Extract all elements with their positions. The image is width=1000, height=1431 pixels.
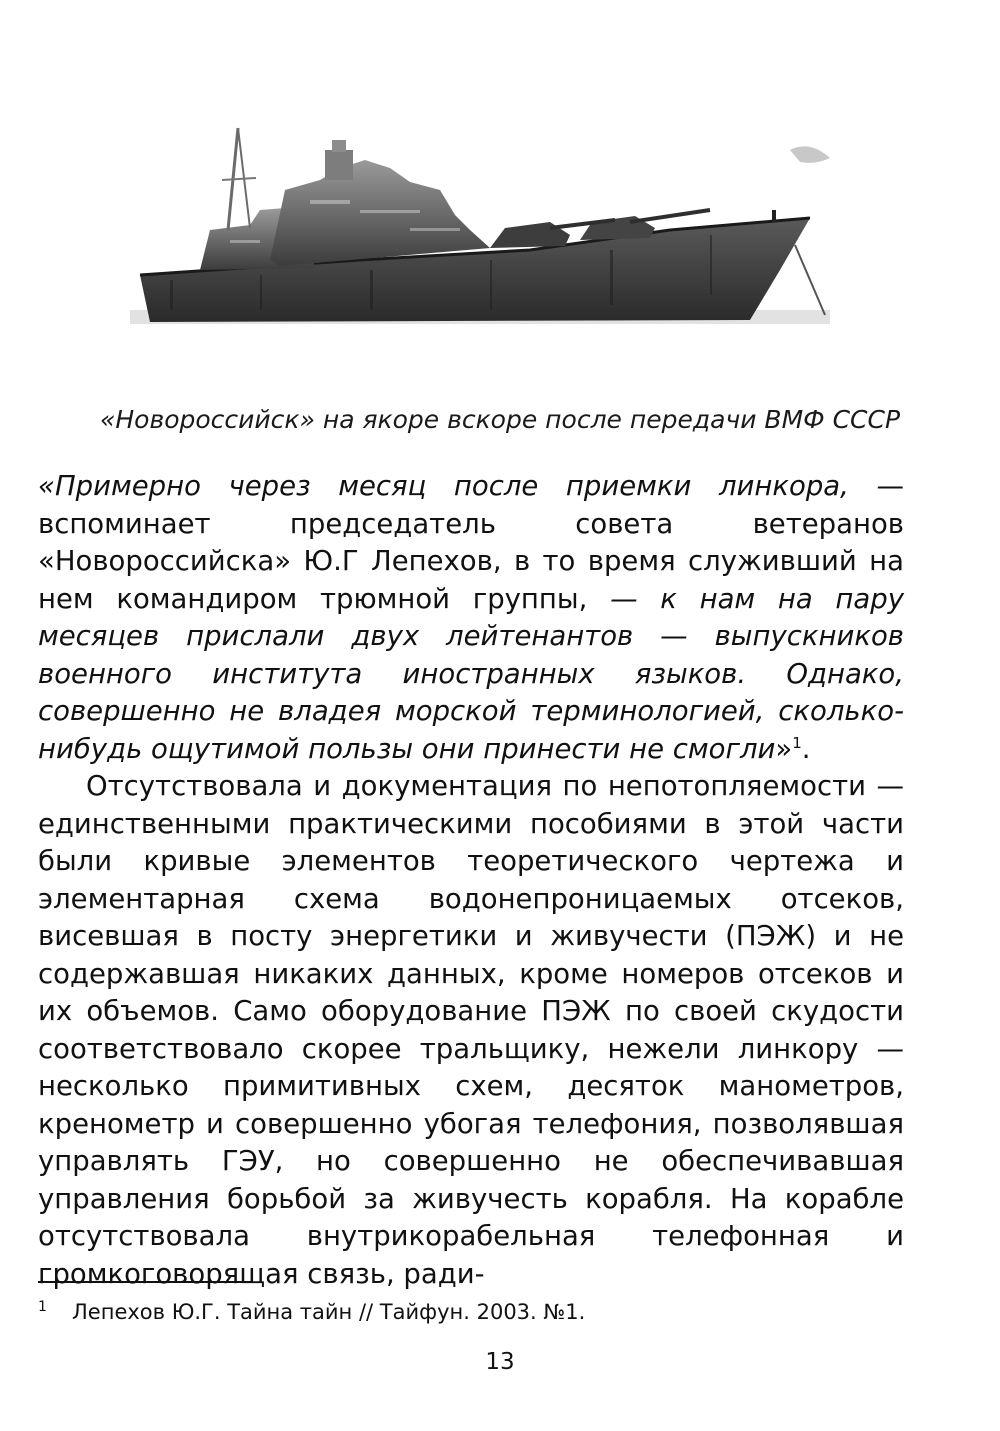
footnote-divider xyxy=(38,1281,253,1283)
quote-close: » xyxy=(775,732,793,765)
footnote-reference[interactable]: 1 xyxy=(792,733,802,752)
paragraph-documentation: Отсутствовала и документация по непотопляемости — единственными практическими пособиями в этой части были кривые элементов теоретического чертежа и элементарная схема водонепроницаемых отсеков, висевшая в посту энергетики и живучести (ПЭЖ) и не содержавшая никаких данных, кроме номеров отсеков и их объемов. Само оборудование ПЭЖ по своей скудости соответствовало скорее тральщику, нежели линкору — несколько примитивных схем, десяток манометров, кренометр и совершенно убогая телефония, позволявшая управлять ГЭУ, но совершенно не обеспечивавшая управления борьбой за живучесть корабля. На корабле отсутствовала внутрикорабельная телефонная и громкоговорящая связь, ради- xyxy=(38,770,904,1290)
quote-italic-start: «Примерно через месяц после приемки линкора, xyxy=(38,470,849,502)
footnote: 1 Лепехов Ю.Г. Тайна тайн // Тайфун. 2003. №1. xyxy=(38,1299,586,1324)
footnote-text: Лепехов Ю.Г. Тайна тайн // Тайфун. 2003. №1. xyxy=(72,1300,586,1324)
quote-end: . xyxy=(801,732,811,765)
page-number: 13 xyxy=(485,1349,515,1375)
main-text xyxy=(38,468,904,1293)
paragraph-quote xyxy=(38,468,904,768)
quote-italic-rest: — к нам на пару месяцев прислали двух лейтенантов — выпускников военного института иностранных языков. Однако, совершенно не владея морской терминологией, сколько-нибудь ощутимой пользы они принести не смогли xyxy=(38,582,904,765)
quote-attribution: — вспоминает председатель совета ветеранов «Новороссийска» Ю.Г Лепехов, в то время служивший на нем командиром трюмной группы, xyxy=(38,470,904,615)
battleship-photo xyxy=(110,110,860,350)
photo-caption: «Новороссийск» на якоре вскоре после передачи ВМФ СССР xyxy=(99,405,901,434)
